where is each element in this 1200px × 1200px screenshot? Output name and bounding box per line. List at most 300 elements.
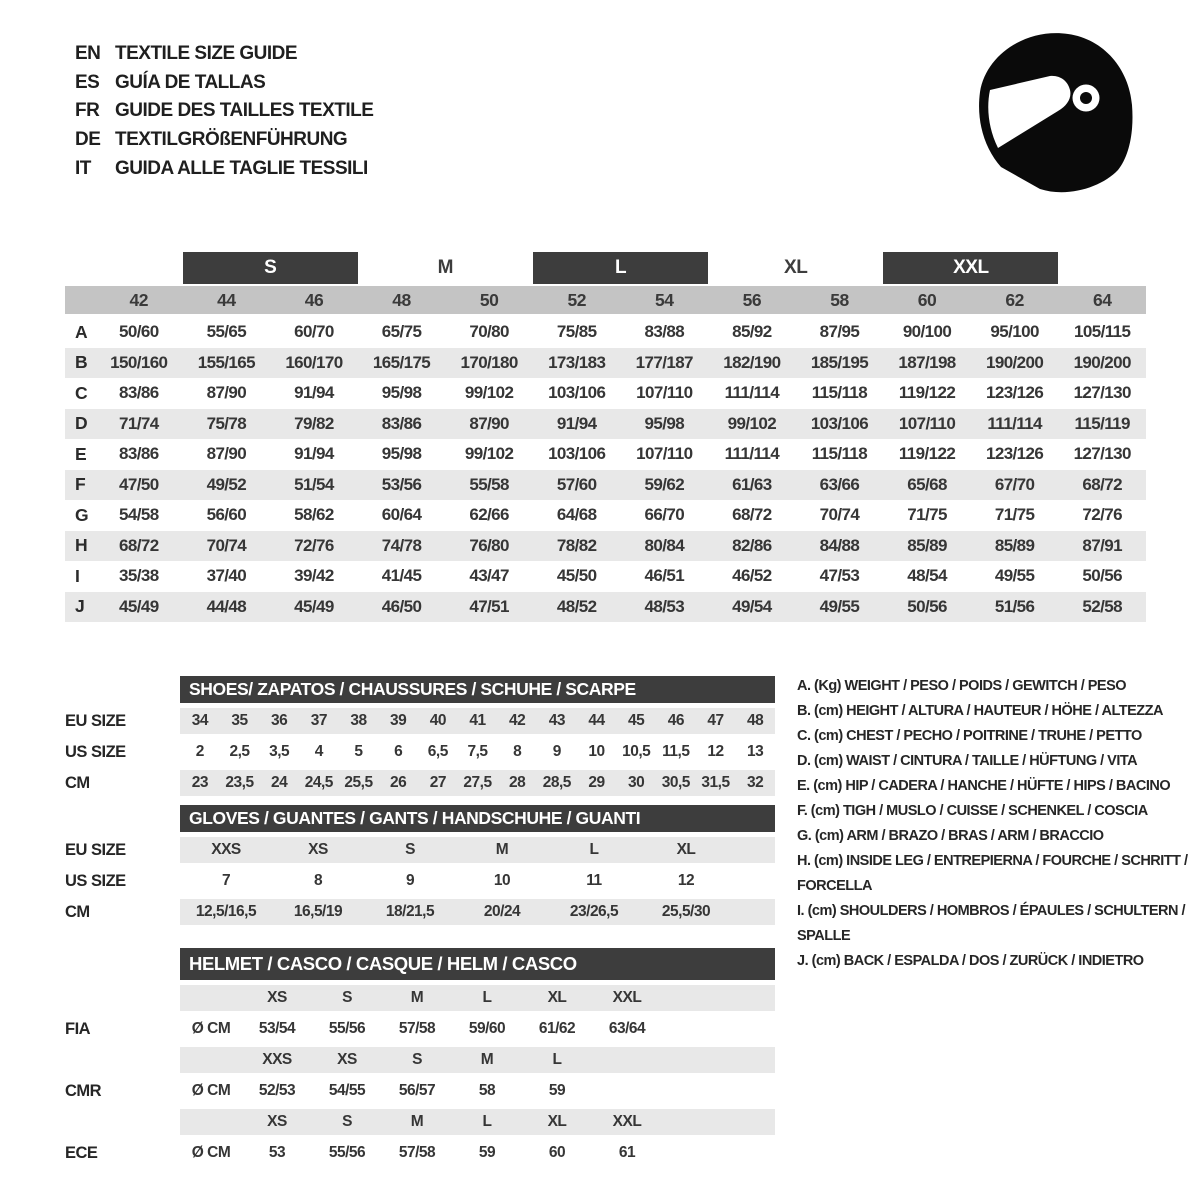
- size-value: 82/86: [732, 535, 772, 555]
- size-value: 66/70: [644, 505, 685, 525]
- helmet-size-value: XS: [267, 1113, 287, 1130]
- size-value: 99/102: [727, 413, 777, 433]
- numeric-size: 52: [567, 289, 586, 310]
- size-value: 58/62: [294, 505, 334, 525]
- size-value: 60/64: [381, 505, 422, 525]
- helmet-size-value: 53: [268, 1144, 286, 1161]
- size-value: 187/198: [898, 352, 956, 372]
- numeric-size: 64: [1092, 289, 1112, 310]
- helmet-size-value: 52/53: [258, 1082, 296, 1099]
- shoe-size-value: 30,5: [661, 774, 690, 791]
- helmet-row: [65, 1047, 775, 1073]
- size-group-label: XL: [784, 257, 808, 278]
- shoe-size-value: 11,5: [662, 743, 690, 760]
- size-value: 41/45: [381, 566, 422, 586]
- row-label: CM: [65, 902, 90, 921]
- shoe-size-value: 41: [469, 712, 486, 729]
- helmet-size-value: L: [482, 1113, 492, 1130]
- size-value: 75/78: [206, 413, 247, 433]
- shoe-size-value: 28: [509, 774, 526, 791]
- size-value: 49/55: [819, 596, 860, 616]
- size-value: 95/98: [644, 413, 685, 433]
- racing-helmet-icon: [972, 26, 1140, 208]
- size-value: 50/56: [907, 596, 947, 616]
- glove-size-value: M: [495, 841, 509, 858]
- shoe-size-value: 27: [429, 774, 446, 791]
- size-value: 99/102: [464, 383, 514, 403]
- helmet-row: [65, 1016, 775, 1042]
- standard-label: CMR: [65, 1081, 102, 1100]
- size-value: 47/50: [119, 474, 159, 494]
- legend-entry: E. (cm) HIP / CADERA / HANCHE / HÜFTE / HIPS / BACINO: [797, 778, 1171, 794]
- gloves-values: [180, 837, 775, 863]
- size-value: 91/94: [294, 444, 334, 464]
- shoes-values: [180, 708, 775, 734]
- size-value: 68/72: [119, 535, 159, 555]
- row-letter: B: [75, 352, 88, 373]
- size-value: 49/52: [206, 474, 247, 494]
- size-value: 50/56: [1082, 566, 1122, 586]
- standard-label: ECE: [65, 1143, 98, 1162]
- shoe-size-value: 10: [588, 743, 605, 760]
- glove-size-value: XXS: [211, 841, 241, 858]
- size-table-row: [65, 531, 1146, 562]
- helmet-size-value: XL: [547, 1113, 567, 1130]
- size-value: 48/54: [907, 566, 947, 586]
- legend-entry: C. (cm) CHEST / PECHO / POITRINE / TRUHE / PETTO: [797, 728, 1142, 744]
- glove-size-value: 11: [586, 872, 602, 889]
- size-value: 68/72: [1082, 474, 1122, 494]
- shoe-size-value: 29: [588, 774, 605, 791]
- size-value: 45/49: [119, 596, 159, 616]
- helmet-size-value: L: [552, 1051, 562, 1068]
- numeric-size: 44: [217, 289, 236, 310]
- size-table-body: [65, 317, 1146, 622]
- glove-size-value: 20/24: [483, 903, 521, 920]
- size-value: 160/170: [285, 352, 343, 372]
- size-value: 51/56: [994, 596, 1035, 616]
- size-value: 165/175: [372, 352, 431, 372]
- language-title-block: [75, 40, 373, 183]
- size-value: 123/126: [985, 383, 1044, 403]
- helmet-size-value: 61/62: [538, 1020, 576, 1037]
- size-value: 71/74: [119, 413, 159, 433]
- helmet-row: [65, 985, 775, 1011]
- gloves-row: [65, 837, 775, 863]
- language-row: [75, 40, 373, 69]
- helmet-size-value: S: [342, 989, 352, 1006]
- size-value: 54/58: [119, 505, 159, 525]
- numeric-size: 56: [742, 289, 762, 310]
- shoes-row: [65, 739, 775, 765]
- size-value: 60/70: [294, 322, 334, 342]
- size-value: 150/160: [110, 352, 168, 372]
- helmet-row: [65, 1109, 775, 1135]
- helmet-size-value: XL: [547, 989, 567, 1006]
- size-value: 119/122: [898, 444, 956, 464]
- size-group-label: L: [533, 252, 708, 284]
- size-value: 48/52: [556, 596, 597, 616]
- size-value: 115/118: [811, 383, 868, 403]
- size-value: 46/52: [732, 566, 772, 586]
- shoe-size-value: 8: [513, 743, 522, 760]
- guide-title: TEXTILE SIZE GUIDE: [115, 43, 298, 65]
- helmet-size-value: 60: [548, 1144, 566, 1161]
- size-value: 72/76: [294, 535, 334, 555]
- gloves-row: [65, 899, 775, 925]
- standard-label: [65, 1047, 180, 1073]
- size-value: 71/75: [907, 505, 947, 525]
- helmet-values-row: [180, 1078, 775, 1104]
- size-value: 83/86: [381, 413, 422, 433]
- gloves-values: [180, 899, 775, 925]
- size-value: 119/122: [898, 383, 956, 403]
- glove-size-value: 9: [405, 872, 415, 889]
- size-value: 67/70: [994, 474, 1035, 494]
- legend-entry: H. (cm) INSIDE LEG / ENTREPIERNA / FOURCHE / SCHRITT / FORCELLA: [797, 853, 1188, 894]
- size-value: 103/106: [810, 413, 869, 433]
- diameter-unit-label: Ø CM: [191, 1082, 231, 1099]
- size-value: 83/86: [119, 444, 159, 464]
- helmet-size-value: XS: [337, 1051, 357, 1068]
- row-letter: C: [75, 382, 88, 403]
- size-table-row: [65, 317, 1146, 348]
- size-value: 111/114: [987, 413, 1042, 433]
- shoe-size-value: 24,5: [304, 774, 333, 791]
- size-value: 83/88: [644, 322, 685, 342]
- size-value: 103/106: [548, 444, 606, 464]
- shoes-row: [65, 708, 775, 734]
- size-group-label: S: [183, 252, 358, 284]
- helmet-size-value: 57/58: [398, 1020, 436, 1037]
- size-value: 35/38: [119, 566, 159, 586]
- helmet-row: [65, 1078, 775, 1104]
- shoe-size-value: 36: [271, 712, 288, 729]
- size-value: 83/86: [119, 383, 159, 403]
- glove-size-value: XS: [308, 841, 328, 858]
- spacer: [65, 676, 180, 703]
- size-value: 43/47: [469, 566, 509, 586]
- glove-size-value: 8: [313, 872, 323, 889]
- size-value: 65/75: [381, 322, 422, 342]
- legend-entry: I. (cm) SHOULDERS / HOMBROS / ÉPAULES / SCHULTERN / SPALLE: [797, 903, 1186, 944]
- size-value: 91/94: [294, 383, 334, 403]
- size-value: 111/114: [724, 444, 780, 464]
- shoe-size-value: 6,5: [427, 743, 448, 760]
- numeric-size: 60: [917, 289, 937, 310]
- row-letter: H: [75, 535, 88, 556]
- guide-title: GUÍA DE TALLAS: [115, 71, 266, 93]
- shoe-size-value: 48: [747, 712, 764, 729]
- shoe-size-value: 10,5: [622, 743, 651, 760]
- diameter-unit-label: Ø CM: [191, 1144, 231, 1161]
- shoe-size-value: 27,5: [463, 774, 492, 791]
- size-value: 47/51: [469, 596, 509, 616]
- size-value: 95/98: [381, 383, 422, 403]
- helmet-size-value: 55/56: [328, 1020, 366, 1037]
- shoe-size-value: 23: [191, 774, 208, 791]
- size-value: 44/48: [206, 596, 247, 616]
- gloves-row: [65, 868, 775, 894]
- shoe-size-value: 35: [231, 712, 248, 729]
- glove-size-value: 7: [221, 872, 231, 889]
- textile-size-table: [65, 252, 1146, 622]
- diameter-unit-label: Ø CM: [191, 1020, 231, 1037]
- shoe-size-value: 45: [628, 712, 645, 729]
- size-value: 53/56: [381, 474, 422, 494]
- size-group-label: XXL: [883, 252, 1058, 284]
- size-value: 115/118: [811, 444, 868, 464]
- language-row: [75, 97, 373, 126]
- shoe-size-value: 44: [588, 712, 605, 729]
- glove-size-value: 16,5/19: [293, 903, 343, 920]
- size-value: 52/58: [1082, 596, 1122, 616]
- size-value: 107/110: [898, 413, 956, 433]
- size-value: 182/190: [723, 352, 781, 372]
- legend-entry: B. (cm) HEIGHT / ALTURA / HAUTEUR / HÖHE / ALTEZZA: [797, 703, 1163, 719]
- size-table-row: [65, 439, 1146, 470]
- size-value: 65/68: [907, 474, 947, 494]
- row-label: CM: [65, 773, 90, 792]
- helmet-header-bar: HELMET / CASCO / CASQUE / HELM / CASCO: [180, 948, 775, 980]
- shoe-size-value: 40: [429, 712, 446, 729]
- language-row: [75, 69, 373, 98]
- language-code: IT: [75, 157, 91, 179]
- helmet-size-value: L: [482, 989, 492, 1006]
- shoe-size-value: 39: [390, 712, 407, 729]
- shoe-size-value: 28,5: [542, 774, 571, 791]
- size-value: 90/100: [902, 322, 952, 342]
- size-value: 70/80: [469, 322, 509, 342]
- size-value: 76/80: [469, 535, 509, 555]
- shoe-size-value: 5: [354, 743, 363, 760]
- shoes-header-row: [65, 676, 775, 703]
- size-table-row: [65, 592, 1146, 623]
- size-value: 80/84: [644, 535, 685, 555]
- helmet-size-value: 58: [478, 1082, 496, 1099]
- size-group-header: [65, 252, 1146, 284]
- racing-helmet-graphic: [972, 26, 1140, 208]
- size-value: 71/75: [994, 505, 1035, 525]
- glove-size-value: 12,5/16,5: [195, 903, 257, 920]
- size-value: 107/110: [636, 383, 693, 403]
- size-value: 75/85: [556, 322, 597, 342]
- size-groups: [183, 252, 1059, 284]
- shoe-size-value: 12: [707, 743, 724, 760]
- size-value: 115/119: [1074, 413, 1130, 433]
- standard-label: [65, 985, 180, 1011]
- shoe-size-value: 7,5: [467, 743, 488, 760]
- size-value: 48/53: [644, 596, 685, 616]
- helmet-size-value: 59: [478, 1144, 496, 1161]
- size-value: 170/180: [460, 352, 518, 372]
- size-group-label: M: [437, 257, 453, 278]
- language-code: ES: [75, 71, 100, 93]
- size-value: 95/98: [381, 444, 422, 464]
- numeric-size: 46: [304, 289, 324, 310]
- gloves-header-row: [65, 805, 775, 832]
- shoe-size-value: 2: [195, 743, 204, 760]
- size-value: 51/54: [294, 474, 334, 494]
- shoe-size-value: 47: [707, 712, 724, 729]
- size-table-row: [65, 348, 1146, 379]
- shoes-row: [65, 770, 775, 796]
- size-value: 87/90: [469, 413, 509, 433]
- helmet-size-value: 55/56: [328, 1144, 366, 1161]
- glove-size-value: 10: [493, 872, 511, 889]
- glove-size-value: 23/26,5: [569, 903, 619, 920]
- size-table-row: [65, 470, 1146, 501]
- glove-size-value: XL: [676, 841, 696, 858]
- size-value: 46/50: [381, 596, 422, 616]
- row-letter: D: [75, 413, 88, 434]
- helmet-size-value: 54/55: [328, 1082, 366, 1099]
- language-code: FR: [75, 100, 100, 122]
- size-value: 155/165: [197, 352, 255, 372]
- helmet-size-value: 53/54: [258, 1020, 296, 1037]
- shoe-size-value: 24: [271, 774, 288, 791]
- size-value: 87/90: [206, 383, 247, 403]
- guide-title: TEXTILGRÖßENFÜHRUNG: [115, 129, 348, 151]
- size-value: 78/82: [556, 535, 597, 555]
- size-value: 190/200: [1073, 352, 1131, 372]
- helmet-values-row: [180, 1047, 775, 1073]
- helmet-size-value: 57/58: [398, 1144, 436, 1161]
- gloves-size-table: [65, 805, 775, 930]
- size-value: 173/183: [548, 352, 606, 372]
- size-value: 49/54: [732, 596, 772, 616]
- size-value: 70/74: [206, 535, 247, 555]
- size-value: 62/66: [469, 505, 509, 525]
- row-letter: G: [75, 504, 89, 525]
- guide-title: GUIDE DES TAILLES TEXTILE: [115, 100, 374, 122]
- shoes-size-table: [65, 676, 775, 801]
- shoe-size-value: 4: [314, 743, 323, 760]
- shoe-size-value: 3,5: [269, 743, 290, 760]
- shoe-size-value: 2,5: [229, 743, 250, 760]
- glove-size-value: L: [589, 841, 599, 858]
- size-value: 57/60: [556, 474, 597, 494]
- legend-entry: A. (Kg) WEIGHT / PESO / POIDS / GEWITCH / PESO: [797, 678, 1127, 694]
- shoes-values: [180, 739, 775, 765]
- row-letter: I: [75, 565, 80, 586]
- spacer: [65, 805, 180, 832]
- size-value: 127/130: [1073, 383, 1131, 403]
- shoe-size-value: 30: [628, 774, 645, 791]
- numeric-size: 42: [129, 289, 149, 310]
- language-row: [75, 154, 373, 183]
- gloves-values: [180, 868, 775, 894]
- size-table-row: [65, 409, 1146, 440]
- gloves-header-bar: GLOVES / GUANTES / GANTS / HANDSCHUHE / GUANTI: [180, 805, 775, 832]
- size-value: 37/40: [206, 566, 247, 586]
- numeric-size: 50: [479, 289, 499, 310]
- shoe-size-value: 43: [548, 712, 565, 729]
- size-value: 177/187: [635, 352, 693, 372]
- size-value: 49/55: [994, 566, 1035, 586]
- row-label: US SIZE: [65, 742, 126, 761]
- size-value: 56/60: [206, 505, 247, 525]
- size-value: 87/91: [1082, 535, 1122, 555]
- size-table-row: [65, 378, 1146, 409]
- size-value: 123/126: [985, 444, 1044, 464]
- shoe-size-value: 25,5: [344, 774, 373, 791]
- standard-label: [65, 1109, 180, 1135]
- size-value: 87/90: [206, 444, 247, 464]
- size-value: 85/92: [732, 322, 772, 342]
- size-value: 95/100: [990, 322, 1039, 342]
- size-value: 46/51: [644, 566, 685, 586]
- row-letter: J: [75, 596, 85, 617]
- helmet-size-value: M: [410, 989, 424, 1006]
- size-value: 91/94: [556, 413, 597, 433]
- size-value: 55/58: [469, 474, 509, 494]
- size-value: 84/88: [819, 535, 860, 555]
- gloves-rows: [65, 837, 775, 925]
- size-value: 45/49: [294, 596, 334, 616]
- helmet-row: [65, 1140, 775, 1166]
- legend-entry: J. (cm) BACK / ESPALDA / DOS / ZURÜCK / INDIETRO: [797, 953, 1144, 969]
- shoe-size-value: 6: [394, 743, 403, 760]
- helmet-values-row: [180, 1016, 775, 1042]
- shoes-values: [180, 770, 775, 796]
- size-value: 79/82: [294, 413, 334, 433]
- numeric-size: 48: [392, 289, 411, 310]
- guide-title: GUIDA ALLE TAGLIE TESSILI: [115, 157, 368, 179]
- numeric-size-band: [65, 286, 1146, 314]
- size-value: 61/63: [732, 474, 772, 494]
- shoe-size-value: 13: [747, 743, 764, 760]
- helmet-size-value: XS: [267, 989, 287, 1006]
- spacer: [65, 948, 180, 980]
- size-table-row: [65, 561, 1146, 592]
- size-value: 105/115: [1074, 322, 1131, 342]
- helmet-size-value: 56/57: [398, 1082, 436, 1099]
- size-value: 99/102: [464, 444, 514, 464]
- shoe-size-value: 26: [390, 774, 407, 791]
- size-value: 85/89: [907, 535, 947, 555]
- size-value: 74/78: [381, 535, 422, 555]
- language-code: DE: [75, 129, 101, 151]
- helmet-size-value: 63/64: [608, 1020, 646, 1037]
- size-value: 107/110: [636, 444, 693, 464]
- size-value: 45/50: [556, 566, 597, 586]
- size-value: 64/68: [556, 505, 597, 525]
- shoe-size-value: 46: [667, 712, 684, 729]
- glove-size-value: 12: [677, 872, 695, 889]
- helmet-size-value: 61: [618, 1144, 636, 1161]
- row-letter: F: [75, 474, 86, 495]
- row-label: EU SIZE: [65, 711, 126, 730]
- size-value: 70/74: [819, 505, 860, 525]
- numeric-size: 58: [830, 289, 849, 310]
- glove-size-value: 25,5/30: [661, 903, 711, 920]
- measurement-legend: [797, 674, 1199, 974]
- size-value: 47/53: [819, 566, 860, 586]
- size-value: 87/95: [819, 322, 860, 342]
- size-value: 55/65: [206, 322, 247, 342]
- size-value: 111/114: [724, 383, 780, 403]
- shoe-size-value: 23,5: [225, 774, 254, 791]
- shoes-rows: [65, 708, 775, 796]
- language-code: EN: [75, 43, 101, 65]
- size-value: 127/130: [1073, 444, 1131, 464]
- size-value: 68/72: [732, 505, 772, 525]
- legend-entry: D. (cm) WAIST / CINTURA / TAILLE / HÜFTUNG / VITA: [797, 753, 1138, 769]
- shoes-header-bar: SHOES/ ZAPATOS / CHAUSSURES / SCHUHE / SCARPE: [180, 676, 775, 703]
- helmet-header-row: [65, 948, 775, 980]
- language-row: [75, 126, 373, 155]
